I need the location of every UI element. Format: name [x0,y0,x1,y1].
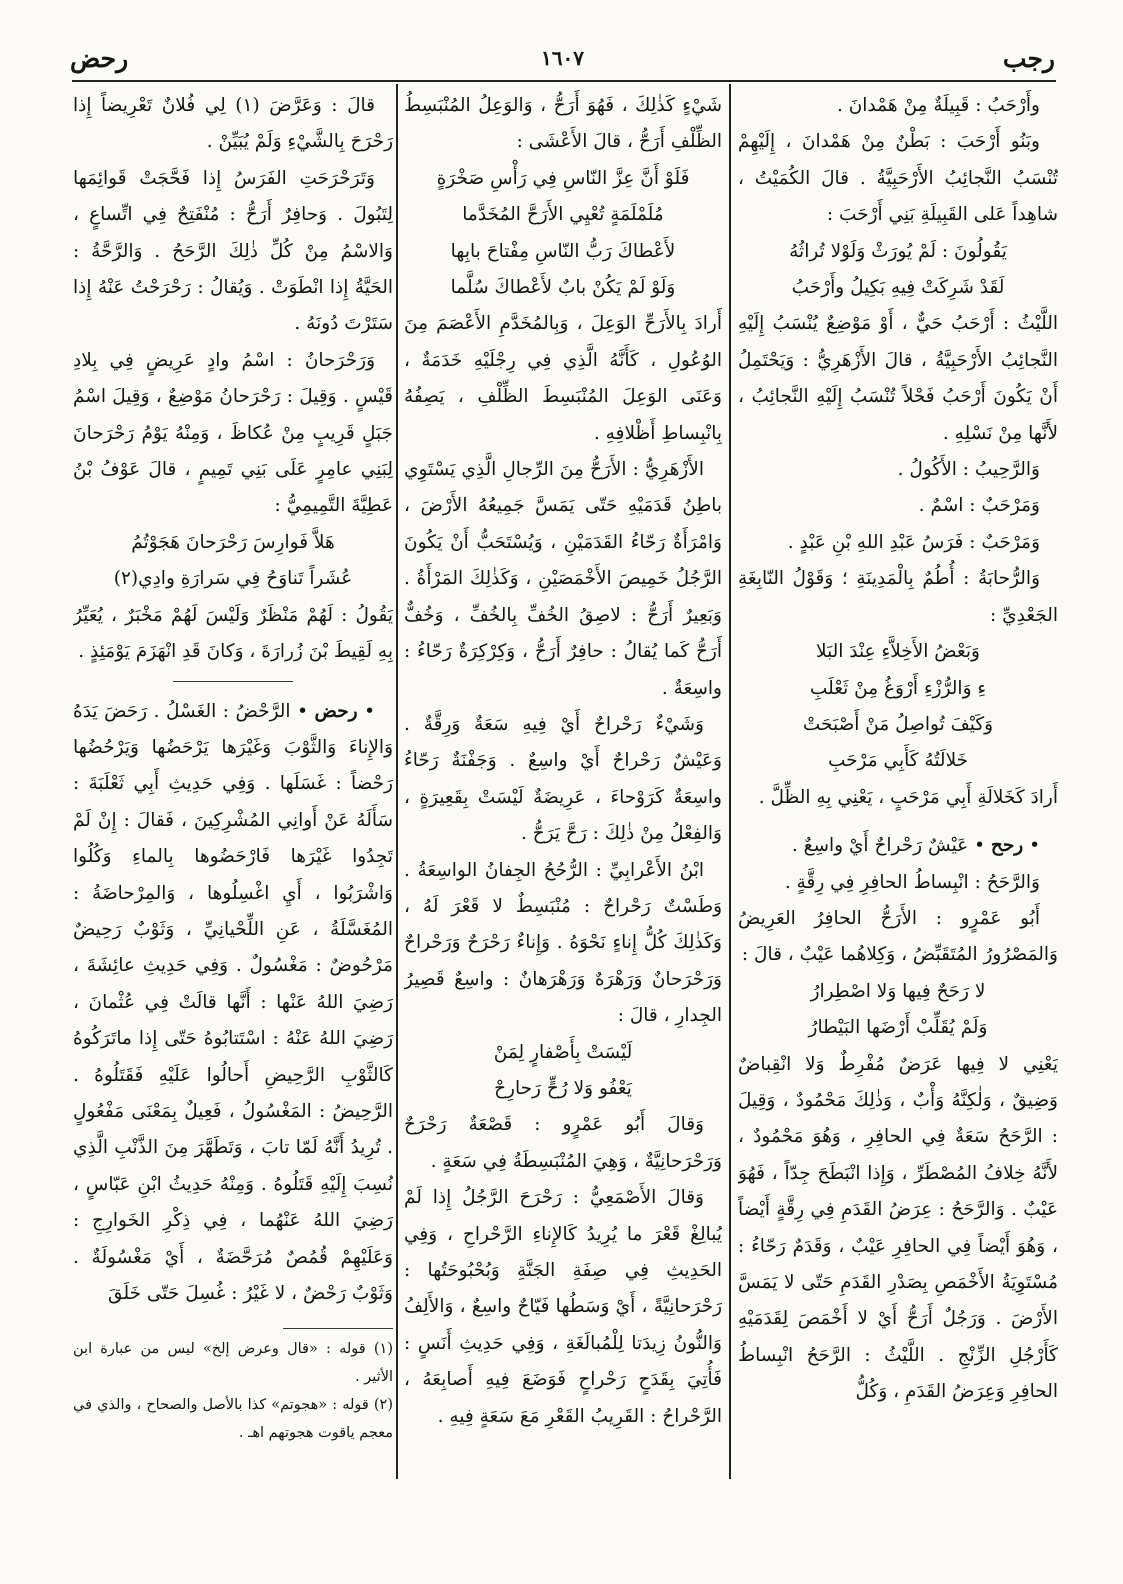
text-line: وبَنُو أَرْحَبَ : بَطْنٌ مِنْ هَمْدانَ ، إِلَيْهِمْ تُنْسَبُ النَّجائِبُ الأَرْحَبِيَّةُ . قالَ الكُمَيْتُ ، شاهِداً عَلى القَبِيلَةِ بَنِي أَرْحَبَ : [738,131,1058,226]
text-line: الرَّحْضُ : الغَسْلُ . رَحَضَ يَدَهُ وَالإِناءَ وَالثَّوْبَ وَغَيْرَها يَرْحَضُها وَيَرْحُضُها رَحْضاً : غَسَلَها . وَفِي حَدِيثِ أَبِي ثَعْلَبَةَ : سَأَلَهُ عَنْ أَوانِي المُشْرِكِينَ ، فَقالَ : إِنْ لَمْ تَجِدُوا غَيْرَها فَارْحَضُوها بِالماءِ وَكُلُوا وَاشْرَبُوا ، أَيِ اغْسِلُوها ، وَالمِرْحاضَةُ : المُغَسَّلَةُ ، عَنِ اللِّحْيانِيِّ ، وَثَوْبٌ رَحِيضٌ مَرْحُوضٌ : مَغْسُولٌ . وَفِي حَدِيثِ عائِشَةَ ، رَضِيَ اللهُ عَنْها : أَنَّها قالَتْ فِي عُثْمانَ ، رَضِيَ اللهُ عَنْهُ : اسْتَتابُوهُ حَتّى إِذا ماتَرَكُوهُ كَالثَّوْبِ الرَّحِيضِ أَحالُوا عَلَيْهِ فَقَتَلُوهُ . الرَّحِيضُ : المَغْسُولُ ، فَعِيلٌ بِمَعْنَى مَفْعُولٍ . تُرِيدُ أَنَّهُ لَمّا تابَ ، وَتَطَهَّرَ مِنَ الذَّنْبِ الَّذِي نُسِبَ إِلَيْهِ قَتَلُوهُ . وَمِنْهُ حَدِيثُ ابْنِ عَبّاسٍ ، رَضِيَ اللهُ عَنْهُما ، فِي ذِكْرِ الخَوارِجِ : وَعَلَيْهِمْ قُمُصٌ مُرَحَّضَةٌ ، أَيْ مَغْسُولَةٌ . وَثَوْبٌ رَحْضٌ ، لا غَيْرُ : غُسِلَ حَتّى خَلَقَ [73,700,393,1304]
text-line: وَالرَّحَحُ : انْبِساطُ الحافِرِ فِي رِقَّةٍ . [784,871,1040,893]
verse-line: لَقَدْ شَرِكَتْ فِيهِ بَكِيلُ وأَرْحَبُ [791,277,1005,299]
footnote: (١) قوله : «قال وعرض إلخ» ليس من عبارة ابن الأثير . [73,1341,393,1386]
verse-line: لَيْسَتْ بِأَصْفارٍ لِمَنْ [493,1041,633,1063]
middle-column [404,88,722,1478]
text-line: أَبُو عَمْرٍو : الأَرَحُّ الحافِرُ العَرِيضُ وَالمَصْرُورُ المُتَقَبِّضُ ، وَكِلاهُما عَيْبٌ ، قالَ : [738,907,1058,966]
text-line: وَقالَ الأَصْمَعِيُّ : رَحْرَحَ الرَّجُلُ إِذا لَمْ يُبالِغْ قَعْرَ ما يُرِيدُ كَالإِناءِ الرَّحْراحِ ، وَفِي الحَدِيثِ فِي صِفَةِ الجَنَّةِ وَبُحْبُوحَتُها : رَحْرَحانِيَّةً ، أَيْ وَسَطُها فَيّاحٌ واسِعٌ ، وَالأَلِفُ وَالنُّونُ زِيدَتا لِلْمُبالَغَةِ ، وَفِي حَدِيثِ أَنَسٍ : فَأُتِيَ بِقَدَحٍ رَحْراحٍ فَوَضَعَ فِيهِ أَصابِعَهُ ، الرَّحْراحُ : القَرِيبُ القَعْرِ مَعَ سَعَةٍ فِيهِ . [404,1187,722,1427]
text-line: عَيْشٌ رَحْراحٌ أَيْ واسِعٌ . [791,835,969,857]
text-line: وأَرْحَبُ : قَبِيلَةٌ مِنْ هَمْدانَ . [836,95,1040,116]
verse-line: عُشَراً تَناوَحُ فِي سَرارَةِ وادِي(٢) [113,568,353,590]
text-line: شَيْءٍ كَذٰلِكَ ، فَهُوَ أَرَحُّ ، وَالوَعِلُ المُنْبَسِطُ الظِّلْفِ أَرَحُّ ، قالَ الأَعْشَى : [404,95,722,153]
text-line: قالَ : وَعَرَّضَ (١) لِي فُلانٌ تَعْرِيضاً إِذا رَحْرَحَ بِالشَّيْءِ وَلَمْ يُبَيِّنْ . [73,95,393,153]
header-root-left: رحض [70,44,129,73]
text-line: وَالرَّحِيبُ : الأَكُولُ . [897,459,1040,481]
text-line: وَرَحْرَحانُ : اسْمُ وادٍ عَرِيضٍ فِي بِلادِ قَيْسٍ . وَقِيلَ : رَحْرَحانُ مَوْضِعٌ ، وَقِيلَ اسْمُ جَبَلٍ قَرِيبٍ مِنْ عُكاظَ ، وَمِنْهُ يَوْمُ رَحْرَحانَ لِبَنِي عامِرٍ عَلَى بَنِي تَمِيمٍ ، قالَ عَوْفُ بْنُ عَطِيَّةَ التَّمِيمِيُّ : [73,349,393,517]
entry-headword: رحح [990,835,1024,857]
text-line: يَقُولُ : لَهُمْ مَنْظَرٌ وَلَيْسَ لَهُمْ مَخْبَرٌ ، يُعَيِّرُ بِهِ لَقِيطَ بْنَ زُرارَةَ ، وَكانَ قَدِ انْهَزَمَ يَوْمَئِذٍ . [73,604,393,663]
verse-line: خَلالَتُهُ كَأَبِي مَرْحَبِ [827,750,969,772]
verse-line: وَبَعْضُ الأَخِلاَّءِ عِنْدَ البَلا [816,641,980,663]
left-column [73,88,393,1478]
text-line: أَرادَ بِالأَرَحِّ الوَعِلَ ، وَبِالمُخَدَّمِ الأَعْصَمَ مِنَ الوُعُولِ ، كَأَنَّهُ الَّذِي فِي رِجْلَيْهِ خَدَمَةٌ ، وَعَنَى الوَعِلَ المُنْبَسِطَ الظِّلْفِ ، يَصِفُهُ بِانْبِساطِ أَظْلافِهِ . [404,313,722,444]
footnote: (٢) قوله : «هجوتم» كذا بالأصل والصحاح ، والذي في معجم ياقوت هجوتهم اهـ . [73,1397,393,1442]
text-line: وَشَيْءٌ رَحْراحٌ أَيْ فِيهِ سَعَةٌ وَرِقَّةٌ . وَعَيْشٌ رَحْراحٌ أَيْ واسِعٌ . وَجَفْنَةٌ رَحّاءُ واسِعَةٌ كَرَوْحاءَ ، عَرِيضَةٌ لَيْسَتْ بِقَعِيرَةٍ ، وَالفِعْلُ مِنْ ذٰلِكَ : رَحَّ يَرَحُّ . [404,713,722,845]
right-column [738,88,1058,1478]
dictionary-entry: • رحض • الرَّحْضُ : الغَسْلُ . رَحَضَ يَدَهُ وَالإِناءَ وَالثَّوْبَ وَغَيْرَها يَرْحَضُها وَيَرْحُضُها رَحْضاً : غَسَلَها . وَفِي حَدِيثِ أَبِي ثَعْلَبَةَ : سَأَلَهُ عَنْ أَوانِي المُشْرِكِينَ ، فَقالَ : إِنْ لَمْ تَجِدُوا غَيْرَها فَارْحَضُوها بِالماءِ وَكُلُوا وَاشْرَبُوا ، أَيِ اغْسِلُوها ، وَالمِرْحاضَةُ : المُغَسَّلَةُ ، عَنِ اللِّحْيانِيِّ ، وَثَوْبٌ رَحِيضٌ مَرْحُوضٌ : مَغْسُولٌ . وَفِي حَدِيثِ عائِشَةَ ، رَضِيَ اللهُ عَنْها : أَنَّها قالَتْ فِي عُثْمانَ ، رَضِيَ اللهُ عَنْهُ : اسْتَتابُوهُ حَتّى إِذا ماتَرَكُوهُ كَالثَّوْبِ الرَّحِيضِ أَحالُوا عَلَيْهِ فَقَتَلُوهُ . الرَّحِيضُ : المَغْسُولُ ، فَعِيلٌ بِمَعْنَى مَفْعُولٍ . تُرِيدُ أَنَّهُ لَمّا تابَ ، وَتَطَهَّرَ مِنَ الذَّنْبِ الَّذِي نُسِبَ إِلَيْهِ قَتَلُوهُ . وَمِنْهُ حَدِيثُ ابْنِ عَبّاسٍ ، رَضِيَ اللهُ عَنْهُما ، فِي ذِكْرِ الخَوارِجِ : وَعَلَيْهِمْ قُمُصٌ مُرَحَّضَةٌ ، أَيْ مَغْسُولَةٌ . وَثَوْبٌ رَحْضٌ ، لا غَيْرُ : غُسِلَ حَتّى خَلَقَ [73,700,393,1304]
verse-line: وَكَيْفَ تُواصِلُ مَنْ أَصْبَحَتْ [802,713,994,735]
text-line: وَتَرَحْرَحَتِ الفَرَسُ إِذا فَحَّجَتْ قَوائِمَها لِتَبُولَ . وَحافِرٌ أَرَحُّ : مُنْفَتِحٌ فِي اتِّساعٍ ، وَالاسْمُ مِنْ كُلِّ ذٰلِكَ الرَّحَحُ . وَالرَّحَّةُ : الحَيَّةُ إِذا انْطَوَتْ . وَيُقالُ : رَحْرَحْتُ عَنْهُ إِذا سَتَرْتَ دُونَهُ . [73,167,393,335]
text-line: وَقالَ أَبُو عَمْرٍو : قَصْعَةٌ رَحْرَحٌ وَرَحْرَحانِيَّةٌ ، وَهِيَ المُنْبَسِطَةُ فِي سَعَةٍ . [404,1114,722,1172]
text-line: أَرادَ كَخَلالَةِ أَبِي مَرْحَبٍ ، يَعْنِي بِهِ الظِّلَّ . [758,786,1058,808]
text-line: وَالرُّحابَةُ : أُطُمٌ بِالْمَدِينَةِ ؛ وَقَوْلُ النّابِغَةِ الجَعْدِيِّ : [738,568,1058,626]
column-divider-right [729,84,731,1479]
running-head [70,42,1055,82]
verse-line: لأَعْطاكَ رَبُّ النّاسِ مِفْتاحَ بابِها [450,240,676,262]
verse-line: ءِ وَالرُّزْءِ أَرْوَغُ مِنْ ثَعْلَبِ [809,677,987,699]
text-line: اللَّيْثُ : أَرْحَبُ حَيٌّ ، أَوْ مَوْضِعٌ يُنْسَبُ إِلَيْهِ النَّجائِبُ الأَرْحَبِيَّةُ ، قالَ الأَزْهَرِيُّ : وَيَحْتَمِلُ أَنْ يَكُونَ أَرْحَبُ فَحْلاً تُنْسَبُ إِلَيْهِ النَّجائِبُ ، لأَنَّها مِنْ نَسْلِهِ . [738,313,1058,444]
text-line: الأَزْهَرِيُّ : الأَرَحُّ مِنَ الرِّجالِ الَّذِي يَسْتَوِي باطِنُ قَدَمَيْهِ حَتّى يَمَسَّ جَمِيعُهُ الأَرْضَ ، وَامْرَأَةٌ رَحّاءُ القَدَمَيْنِ ، وَيُسْتَحَبُّ أَنْ يَكُونَ الرَّجُلُ خَمِيصَ الأَخْمَصَيْنِ ، وَكَذٰلِكَ المَرْأَةُ . وَبَعِيرٌ أَرَحُّ : لاصِقُ الخُفِّ بِالخُفِّ ، وَخُفٌّ أَرَحُّ كَما يُقالُ : حافِرٌ أَرَحُّ ، وَكِرْكِرَةٌ رَحّاءُ : واسِعَةٌ . [404,459,722,699]
verse-line: وَلَمْ يُقَلِّبْ أَرْضَها البَيْطارُ [808,1017,988,1039]
verse-line: لا رَحَحٌ فِيها وَلا اصْطِرارُ [810,980,986,1002]
column-divider-left [396,84,398,1479]
entry-separator [173,681,293,682]
header-rule [72,80,1056,82]
verse-line: يَعْفُو وَلا رُحٍّ رَحارِحْ [494,1077,632,1099]
dictionary-entry: • رحح • عَيْشٌ رَحْراحٌ أَيْ واسِعٌ . [791,835,1040,857]
verse-line: وَلَوْ لَمْ يَكُنْ بابٌ لأَعْطاكَ سُلَّما [450,277,676,299]
verse-line: مُلَمْلَمَةٍ تُعْيِي الأَرَحَّ المُخَدَّما [462,204,664,226]
text-line: وَمَرْحَبٌ : اسْمٌ . [918,495,1040,517]
verse-line: يَقُولُونَ : لَمْ يُورَثْ وَلَوْلا تُراثُهُ [789,240,1007,262]
page-number: ١٦٠٧ [541,46,584,70]
text-line: وَمَرْحَبٌ : فَرَسُ عَبْدِ اللهِ بْنِ عَبْدٍ . [787,531,1040,553]
entry-headword: رحض [314,700,358,722]
verse-line: هَلاَّ فَوارِسَ رَحْرَحانَ هَجَوْتُمُ [131,531,335,553]
text-line: يَعْنِي لا فِيها عَرَضٌ مُفْرِطٌ وَلا انْقِباضٌ وَضِيقٌ ، وَلٰكِنَّهُ وَأْبٌ ، وَذٰلِكَ مَحْمُودٌ ، وَقِيلَ : الرَّحَحُ سَعَةٌ فِي الحافِرِ ، وَهُوَ مَحْمُودٌ ، لأَنَّهُ خِلافُ المُصْطَرِّ ، وَإِذا انْبَطَحَ جِدّاً ، فَهُوَ عَيْبٌ . وَالرَّحَحُ : عِرَضُ القَدَمِ فِي رِقَّةٍ أَيْضاً ، وَهُوَ أَيْضاً فِي الحافِرِ عَيْبٌ ، وَقَدَمٌ رَحّاءُ : مُسْتَوِيَةُ الأَخْمَصِ بِصَدْرِ القَدَمِ حَتّى لا يَمَسَّ الأَرْضَ . وَرَجُلٌ أَرَحُّ أَيْ لا أَخْمَصَ لِقَدَمَيْهِ كَأَرْجُلِ الزِّنْجِ . اللَّيْثُ : الرَّحَحُ انْبِساطُ الحافِرِ وَعِرَضُ القَدَمِ ، وَكُلُّ [738,1053,1058,1403]
text-line: ابْنُ الأَعْرابِيِّ : الرُّحُحُ الجِفانُ الواسِعَةُ . وَطَسْتٌ رَحْراحٌ : مُنْبَسِطٌ لا قَعْرَ لَهُ ، وَكَذٰلِكَ كُلُّ إِناءٍ نَحْوَهُ . وَإِناءٌ رَحْرَحٌ وَرَحْراحٌ وَرَحْرَحانٌ وَرَهْرَهٌ وَرَهْرَهانٌ : واسِعٌ قَصِيرُ الجِدارِ ، قالَ : [404,859,722,1027]
verse-line: فَلَوْ أَنَّ عِزَّ النّاسِ فِي رَأْسِ صَخْرَةٍ [436,167,690,189]
footnote-rule [283,1328,393,1329]
header-root-right: رجب [1002,44,1055,73]
